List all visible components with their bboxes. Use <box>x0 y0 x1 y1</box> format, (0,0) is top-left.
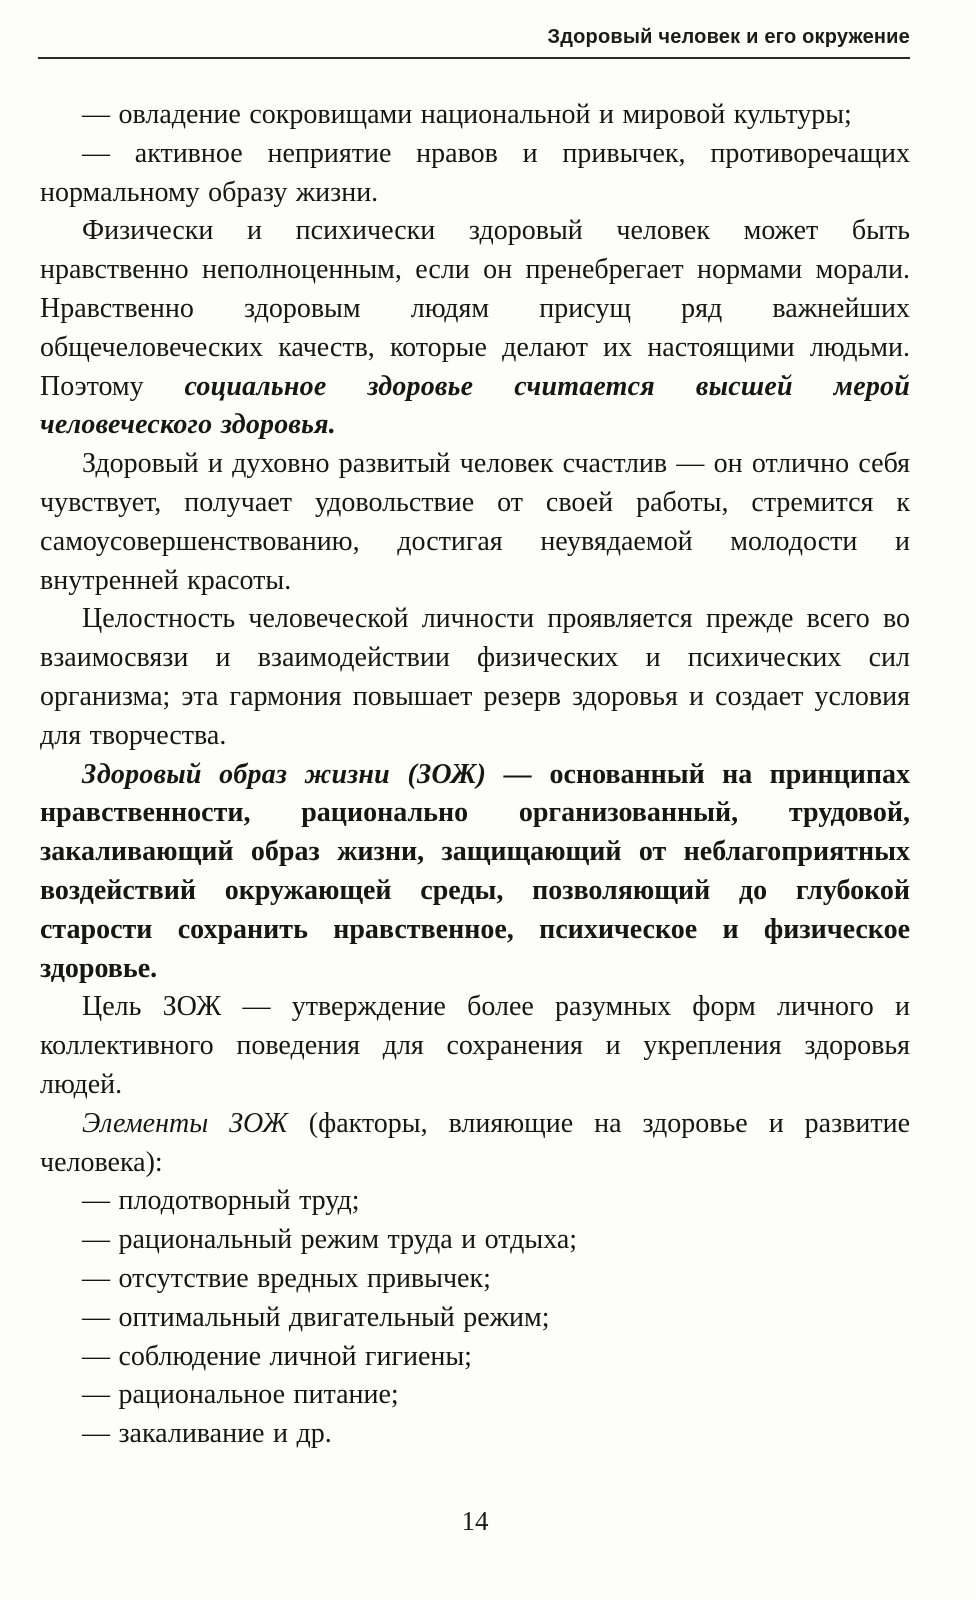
text-run: — закаливание и др. <box>82 1418 332 1450</box>
header-rule <box>38 57 910 59</box>
paragraph <box>40 600 910 755</box>
list-item <box>40 1415 910 1454</box>
text-run: — отсутствие вредных привычек; <box>82 1262 491 1294</box>
text-run: Здоровый и духовно развитый человек счастлив — он отлично себя чувствует, получает удовольствие от своей работы, стремится к самоусовершенствованию, достигая неувядаемой молодости и внутренней красоты. <box>40 448 910 596</box>
text-run: — рациональный режим труда и отдыха; <box>82 1224 578 1256</box>
list-item <box>40 1221 910 1260</box>
paragraph <box>40 212 910 445</box>
list-item <box>40 1299 910 1338</box>
text-run: — рациональное питание; <box>82 1379 399 1411</box>
running-header-title: Здоровый человек и его окружение <box>547 26 910 48</box>
list-item <box>40 1376 910 1415</box>
page-number: 14 <box>461 1506 489 1536</box>
paragraph <box>40 756 910 989</box>
text-run: социальное здоровье считается высшей мерой человеческого здоровья. <box>40 370 910 441</box>
paragraph <box>40 1105 910 1183</box>
page-header <box>38 26 910 59</box>
text-run: — плодотворный труд; <box>82 1185 360 1217</box>
list-item <box>40 1182 910 1221</box>
text-run: Целостность человеческой личности проявляется прежде всего во взаимосвязи и взаимодействии физических и психических сил организма; эта гармония повышает резерв здоровья и создает условия для творчества. <box>40 603 910 751</box>
text-run: Цель ЗОЖ — утверждение более разумных форм личного и коллективного поведения для сохранения и укрепления здоровья людей. <box>40 991 910 1100</box>
text-run: основанный на принципах нравственности, рационально организованный, трудовой, закаливающий образ жизни, защищающий от неблагоприятных воздействий окружающей среды, позволяющий до глубокой старости сохранить нравственное, психическое и физическое здоровье. <box>40 758 910 984</box>
text-run: Элементы ЗОЖ <box>82 1107 309 1139</box>
list-item <box>40 96 910 135</box>
text-run: (факторы, влияющие на здоровье и развитие человека): <box>40 1107 911 1178</box>
text-run: — овладение сокровищами национальной и мировой культуры; <box>82 99 852 130</box>
text-run: Физически и психически здоровый человек может быть нравственно неполноценным, если он пренебрегает нормами морали. Нравственно здоровым людям присущ ряд важнейших общечеловеческих качеств, которые делают их настоящими людьми. Поэтому <box>40 215 910 402</box>
list-item <box>40 135 910 213</box>
text-run: Здоровый образ жизни (ЗОЖ) — <box>82 758 550 790</box>
page-footer <box>40 1506 910 1537</box>
paragraph <box>40 445 910 600</box>
page-body <box>40 96 910 1454</box>
text-run: — соблюдение личной гигиены; <box>82 1340 472 1372</box>
paragraph <box>40 988 910 1104</box>
text-run: — оптимальный двигательный режим; <box>82 1301 550 1333</box>
text-run: — активное неприятие нравов и привычек, противоречащих нормальному образу жизни. <box>40 137 910 208</box>
list-item <box>40 1260 910 1299</box>
list-item <box>40 1338 910 1377</box>
